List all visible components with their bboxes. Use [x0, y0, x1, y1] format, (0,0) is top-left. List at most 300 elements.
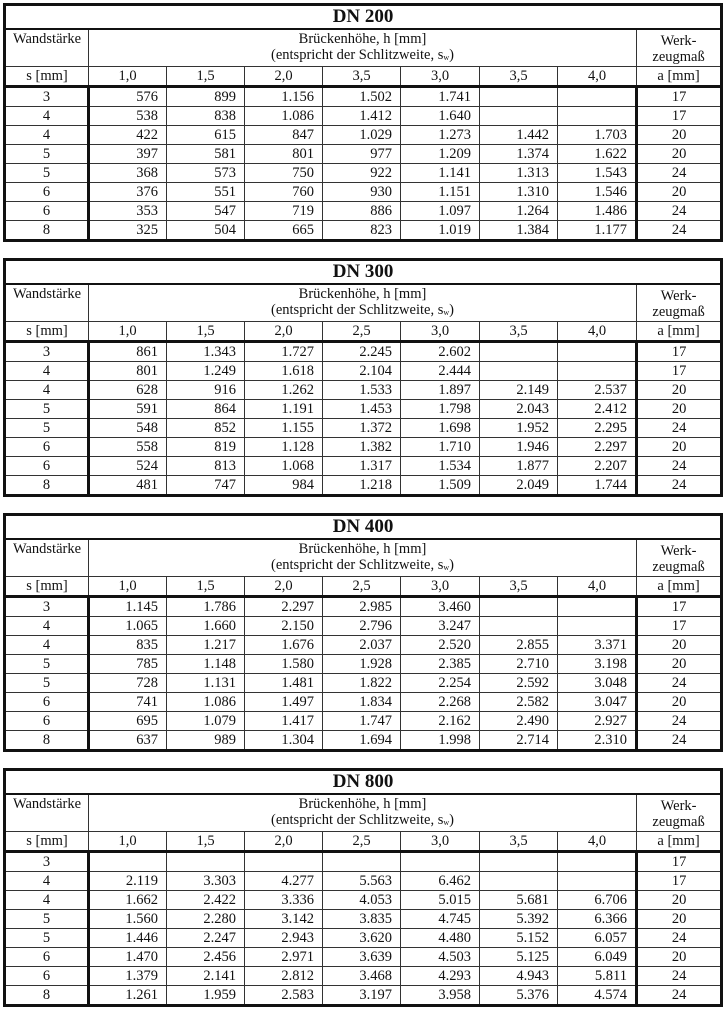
table-row: [5, 164, 722, 183]
bridge-height-cell: 1.946: [480, 438, 558, 457]
bridge-height-cell: 1.068: [245, 457, 323, 476]
bridge-height-cell: 1.744: [558, 476, 637, 496]
a-unit-header: a [mm]: [637, 322, 722, 342]
bridge-height-cell: 1.097: [401, 202, 480, 221]
wall-thickness-cell: 6: [5, 202, 89, 221]
bridge-height-cell: 1.249: [167, 362, 245, 381]
bridge-height-cell: 1.560: [89, 910, 167, 929]
tool-dimension-cell: 24: [637, 221, 722, 241]
tool-dimension-cell: 20: [637, 636, 722, 655]
bridge-height-cell: 1.079: [167, 712, 245, 731]
bridge-height-cell: 2.385: [401, 655, 480, 674]
bridge-height-cell: 847: [245, 126, 323, 145]
bridge-height-cell: 1.486: [558, 202, 637, 221]
tool-dimension-cell: 24: [637, 929, 722, 948]
table-row: [5, 929, 722, 948]
table-row: [5, 731, 722, 751]
bridge-height-cell: 1.502: [323, 87, 401, 107]
bridge-height-cell: 2.150: [245, 617, 323, 636]
slot-width-column-header: 4,0: [558, 322, 637, 342]
bridge-height-cell: 6.049: [558, 948, 637, 967]
bridge-height-cell: 1.698: [401, 419, 480, 438]
bridge-height-cell: [480, 852, 558, 872]
bridge-height-cell: 3.371: [558, 636, 637, 655]
bridge-height-cell: 4.277: [245, 872, 323, 891]
bridge-height-cell: 547: [167, 202, 245, 221]
bridge-height-cell: [558, 87, 637, 107]
bridge-height-cell: 2.537: [558, 381, 637, 400]
wall-thickness-cell: 8: [5, 221, 89, 241]
table-row: [5, 476, 722, 496]
bridge-height-cell: 5.015: [401, 891, 480, 910]
bridge-height-cell: 538: [89, 107, 167, 126]
bridge-height-cell: 2.162: [401, 712, 480, 731]
table-row: [5, 419, 722, 438]
slot-width-column-header: 1,5: [167, 322, 245, 342]
bridge-height-cell: 558: [89, 438, 167, 457]
bridge-height-cell: 3.460: [401, 597, 480, 617]
wall-thickness-cell: 4: [5, 381, 89, 400]
bridge-height-cell: 504: [167, 221, 245, 241]
wall-thickness-header: Wandstärke: [5, 284, 89, 322]
bridge-height-cell: 2.422: [167, 891, 245, 910]
table-row: [5, 617, 722, 636]
bridge-height-cell: 2.927: [558, 712, 637, 731]
tool-dimension-header: [637, 539, 722, 577]
bridge-height-cell: 628: [89, 381, 167, 400]
bridge-height-cell: 1.640: [401, 107, 480, 126]
dn-table: [3, 3, 723, 242]
bridge-height-cell: 1.676: [245, 636, 323, 655]
slot-width-column-header: 1,5: [167, 67, 245, 87]
bridge-height-cell: 1.453: [323, 400, 401, 419]
bridge-height-cell: 1.822: [323, 674, 401, 693]
table-row: [5, 986, 722, 1006]
tool-dimension-cell: 20: [637, 183, 722, 202]
table-row: [5, 438, 722, 457]
table-row: [5, 852, 722, 872]
wall-thickness-header: Wandstärke: [5, 29, 89, 67]
bridge-height-cell: 1.304: [245, 731, 323, 751]
wall-thickness-cell: 6: [5, 712, 89, 731]
bridge-height-cell: 376: [89, 183, 167, 202]
table-row: [5, 967, 722, 986]
bridge-height-cell: 835: [89, 636, 167, 655]
bridge-height-cell: 916: [167, 381, 245, 400]
bridge-height-cell: 1.086: [167, 693, 245, 712]
bridge-height-cell: [558, 342, 637, 362]
wall-thickness-cell: 5: [5, 929, 89, 948]
bridge-height-cell: 524: [89, 457, 167, 476]
slot-width-column-header: 3,5: [480, 322, 558, 342]
bridge-height-cell: 1.374: [480, 145, 558, 164]
bridge-height-cell: 5.125: [480, 948, 558, 967]
bridge-height-cell: 1.618: [245, 362, 323, 381]
bridge-height-cell: 1.217: [167, 636, 245, 655]
bridge-height-cell: 864: [167, 400, 245, 419]
slot-width-column-header: 3,5: [323, 67, 401, 87]
table-row: [5, 221, 722, 241]
bridge-height-cell: 5.376: [480, 986, 558, 1006]
tool-dimension-cell: 24: [637, 164, 722, 183]
bridge-height-cell: 4.574: [558, 986, 637, 1006]
bridge-height-cell: 1.534: [401, 457, 480, 476]
tool-label-line1: Werk-: [660, 542, 697, 559]
tool-dimension-cell: 17: [637, 87, 722, 107]
wall-thickness-cell: 3: [5, 597, 89, 617]
wall-thickness-cell: 5: [5, 145, 89, 164]
bridge-height-cell: 2.812: [245, 967, 323, 986]
bridge-height-cell: 1.660: [167, 617, 245, 636]
bridge-height-cell: 1.412: [323, 107, 401, 126]
tool-dimension-header: [637, 794, 722, 832]
bridge-height-cell: 2.985: [323, 597, 401, 617]
slot-width-close: ): [449, 47, 454, 63]
tool-dimension-cell: 24: [637, 476, 722, 496]
bridge-height-cell: [558, 107, 637, 126]
bridge-height-cell: 728: [89, 674, 167, 693]
bridge-height-cell: 1.209: [401, 145, 480, 164]
table-row: [5, 107, 722, 126]
bridge-height-cell: 2.245: [323, 342, 401, 362]
table-row: [5, 655, 722, 674]
wall-thickness-cell: 5: [5, 400, 89, 419]
bridge-height-cell: 6.706: [558, 891, 637, 910]
table-row: [5, 381, 722, 400]
slot-width-subscript: w: [443, 308, 450, 317]
tool-dimension-cell: 17: [637, 872, 722, 891]
bridge-height-cell: 886: [323, 202, 401, 221]
wall-thickness-cell: 5: [5, 655, 89, 674]
slot-width-column-header: 2,5: [323, 322, 401, 342]
bridge-height-label: Brückenhöhe, h [mm]: [298, 541, 427, 557]
bridge-height-cell: 1.741: [401, 87, 480, 107]
bridge-height-cell: 2.456: [167, 948, 245, 967]
bridge-height-cell: 1.191: [245, 400, 323, 419]
bridge-height-cell: 353: [89, 202, 167, 221]
bridge-height-cell: 2.280: [167, 910, 245, 929]
bridge-height-cell: 551: [167, 183, 245, 202]
table-row: [5, 202, 722, 221]
slot-width-column-header: 4,0: [558, 577, 637, 597]
bridge-height-cell: 1.959: [167, 986, 245, 1006]
bridge-height-cell: 368: [89, 164, 167, 183]
table-title: DN 300: [5, 260, 722, 285]
table-row: [5, 126, 722, 145]
bridge-height-cell: 1.151: [401, 183, 480, 202]
table-row: [5, 400, 722, 419]
tool-dimension-cell: 24: [637, 674, 722, 693]
tool-label-line2: zeugmaß: [652, 48, 705, 65]
bridge-height-cell: [558, 872, 637, 891]
bridge-height-cell: 1.029: [323, 126, 401, 145]
wall-thickness-cell: 5: [5, 419, 89, 438]
bridge-height-cell: 1.694: [323, 731, 401, 751]
bridge-height-cell: 2.297: [558, 438, 637, 457]
tool-dimension-cell: 24: [637, 202, 722, 221]
tool-label-line1: Werk-: [660, 287, 697, 304]
bridge-height-cell: 3.835: [323, 910, 401, 929]
bridge-height-header: [89, 29, 637, 67]
bridge-height-cell: 1.065: [89, 617, 167, 636]
a-unit-header: a [mm]: [637, 577, 722, 597]
tool-dimension-header: [637, 284, 722, 322]
wall-thickness-cell: 4: [5, 636, 89, 655]
wall-thickness-cell: 6: [5, 183, 89, 202]
bridge-height-cell: 4.943: [480, 967, 558, 986]
bridge-height-cell: 5.681: [480, 891, 558, 910]
slot-width-column-header: 1,0: [89, 577, 167, 597]
bridge-height-cell: 637: [89, 731, 167, 751]
bridge-height-cell: 1.264: [480, 202, 558, 221]
slot-width-column-header: 2,5: [323, 577, 401, 597]
bridge-height-cell: 1.727: [245, 342, 323, 362]
wall-thickness-cell: 3: [5, 87, 89, 107]
bridge-height-cell: 1.952: [480, 419, 558, 438]
bridge-height-cell: 2.583: [245, 986, 323, 1006]
bridge-height-cell: 930: [323, 183, 401, 202]
wall-thickness-cell: 4: [5, 872, 89, 891]
bridge-height-cell: 2.254: [401, 674, 480, 693]
bridge-height-cell: 2.855: [480, 636, 558, 655]
bridge-height-cell: 3.468: [323, 967, 401, 986]
bridge-height-cell: 801: [89, 362, 167, 381]
bridge-height-cell: [480, 362, 558, 381]
slot-width-column-header: 3,5: [480, 577, 558, 597]
bridge-height-cell: [245, 852, 323, 872]
slot-width-column-header: 2,5: [323, 832, 401, 852]
bridge-height-cell: 2.037: [323, 636, 401, 655]
table-row: [5, 87, 722, 107]
dn-table: [3, 513, 723, 752]
bridge-height-cell: 1.798: [401, 400, 480, 419]
bridge-height-cell: 1.786: [167, 597, 245, 617]
bridge-height-cell: 4.053: [323, 891, 401, 910]
bridge-height-cell: 1.131: [167, 674, 245, 693]
bridge-height-cell: 922: [323, 164, 401, 183]
slot-width-column-header: 1,0: [89, 67, 167, 87]
bridge-height-cell: 861: [89, 342, 167, 362]
tool-dimension-cell: 17: [637, 342, 722, 362]
tool-label-line2: zeugmaß: [652, 303, 705, 320]
tool-dimension-cell: 20: [637, 126, 722, 145]
tool-dimension-cell: 24: [637, 967, 722, 986]
bridge-height-cell: 573: [167, 164, 245, 183]
bridge-height-cell: 747: [167, 476, 245, 496]
tool-dimension-header: [637, 29, 722, 67]
slot-width-column-header: 1,5: [167, 577, 245, 597]
slot-width-subscript: w: [443, 818, 450, 827]
bridge-height-cell: 1.310: [480, 183, 558, 202]
tool-dimension-cell: 24: [637, 457, 722, 476]
bridge-height-cell: 3.198: [558, 655, 637, 674]
bridge-height-cell: 1.622: [558, 145, 637, 164]
slot-width-close: ): [449, 812, 454, 828]
bridge-height-cell: 3.620: [323, 929, 401, 948]
table-row: [5, 712, 722, 731]
slot-width-subscript: w: [443, 53, 450, 62]
wall-thickness-cell: 5: [5, 910, 89, 929]
tool-dimension-cell: 20: [637, 381, 722, 400]
bridge-height-cell: 1.710: [401, 438, 480, 457]
bridge-height-cell: 2.104: [323, 362, 401, 381]
wall-thickness-cell: 4: [5, 617, 89, 636]
bridge-height-cell: 2.582: [480, 693, 558, 712]
slot-width-column-header: 3,5: [480, 832, 558, 852]
bridge-height-cell: 801: [245, 145, 323, 164]
a-unit-header: a [mm]: [637, 832, 722, 852]
tool-dimension-cell: 24: [637, 712, 722, 731]
wall-thickness-cell: 8: [5, 731, 89, 751]
bridge-height-cell: 1.481: [245, 674, 323, 693]
tool-label-line2: zeugmaß: [652, 813, 705, 830]
table-row: [5, 891, 722, 910]
bridge-height-cell: 2.412: [558, 400, 637, 419]
bridge-height-cell: 750: [245, 164, 323, 183]
bridge-height-cell: 2.207: [558, 457, 637, 476]
tool-label-line1: Werk-: [660, 32, 697, 49]
wall-thickness-cell: 3: [5, 852, 89, 872]
bridge-height-cell: 481: [89, 476, 167, 496]
tool-dimension-cell: 20: [637, 948, 722, 967]
bridge-height-cell: [323, 852, 401, 872]
bridge-height-cell: 3.142: [245, 910, 323, 929]
tool-label-line2: zeugmaß: [652, 558, 705, 575]
bridge-height-cell: [558, 852, 637, 872]
bridge-height-cell: 1.155: [245, 419, 323, 438]
tool-label-line1: Werk-: [660, 797, 697, 814]
wall-thickness-cell: 3: [5, 342, 89, 362]
slot-width-column-header: 3,0: [401, 322, 480, 342]
bridge-height-cell: 6.366: [558, 910, 637, 929]
wall-thickness-cell: 6: [5, 693, 89, 712]
slot-width-column-header: 3,5: [480, 67, 558, 87]
bridge-height-cell: 3.197: [323, 986, 401, 1006]
bridge-height-cell: 1.379: [89, 967, 167, 986]
bridge-height-cell: 2.295: [558, 419, 637, 438]
table-row: [5, 342, 722, 362]
bridge-height-cell: 1.156: [245, 87, 323, 107]
bridge-height-cell: 977: [323, 145, 401, 164]
bridge-height-cell: 1.148: [167, 655, 245, 674]
bridge-height-cell: 989: [167, 731, 245, 751]
bridge-height-cell: 2.119: [89, 872, 167, 891]
tool-dimension-cell: 24: [637, 986, 722, 1006]
bridge-height-cell: 548: [89, 419, 167, 438]
bridge-height-cell: 2.714: [480, 731, 558, 751]
bridge-height-cell: 1.262: [245, 381, 323, 400]
bridge-height-cell: 1.662: [89, 891, 167, 910]
bridge-height-cell: 1.317: [323, 457, 401, 476]
bridge-height-header: [89, 284, 637, 322]
bridge-height-cell: [480, 107, 558, 126]
table-row: [5, 457, 722, 476]
table-title: DN 800: [5, 770, 722, 795]
bridge-height-cell: [558, 597, 637, 617]
table-title: DN 200: [5, 5, 722, 30]
bridge-height-cell: 3.958: [401, 986, 480, 1006]
bridge-height-cell: 984: [245, 476, 323, 496]
slot-width-label: (entspricht der Schlitzweite, s: [271, 812, 444, 828]
bridge-height-cell: 1.703: [558, 126, 637, 145]
bridge-height-cell: 5.811: [558, 967, 637, 986]
tool-dimension-cell: 17: [637, 362, 722, 381]
bridge-height-cell: 2.796: [323, 617, 401, 636]
wall-thickness-cell: 6: [5, 438, 89, 457]
bridge-height-cell: 5.152: [480, 929, 558, 948]
bridge-height-label: Brückenhöhe, h [mm]: [298, 796, 427, 812]
wall-thickness-header: Wandstärke: [5, 794, 89, 832]
bridge-height-cell: 2.444: [401, 362, 480, 381]
dn-table: [3, 258, 723, 497]
bridge-height-cell: 397: [89, 145, 167, 164]
bridge-height-cell: 2.247: [167, 929, 245, 948]
bridge-height-cell: 1.343: [167, 342, 245, 362]
bridge-height-cell: 6.462: [401, 872, 480, 891]
slot-width-label: (entspricht der Schlitzweite, s: [271, 47, 444, 63]
bridge-height-cell: 1.509: [401, 476, 480, 496]
bridge-height-cell: 1.446: [89, 929, 167, 948]
bridge-height-cell: [480, 87, 558, 107]
bridge-height-cell: 1.372: [323, 419, 401, 438]
table-row: [5, 693, 722, 712]
bridge-height-cell: 6.057: [558, 929, 637, 948]
bridge-height-cell: 785: [89, 655, 167, 674]
bridge-height-cell: 1.128: [245, 438, 323, 457]
bridge-height-cell: [401, 852, 480, 872]
wall-thickness-cell: 4: [5, 362, 89, 381]
bridge-height-cell: 1.384: [480, 221, 558, 241]
bridge-height-header: [89, 794, 637, 832]
slot-width-column-header: 3,0: [401, 67, 480, 87]
s-unit-header: s [mm]: [5, 67, 89, 87]
bridge-height-cell: 576: [89, 87, 167, 107]
bridge-height-cell: 1.877: [480, 457, 558, 476]
tool-dimension-cell: 20: [637, 910, 722, 929]
bridge-height-cell: 1.417: [245, 712, 323, 731]
tool-dimension-cell: 17: [637, 597, 722, 617]
wall-thickness-cell: 6: [5, 967, 89, 986]
table-row: [5, 145, 722, 164]
slot-width-column-header: 4,0: [558, 832, 637, 852]
bridge-height-cell: 3.639: [323, 948, 401, 967]
bridge-height-cell: 2.141: [167, 967, 245, 986]
table-title: DN 400: [5, 515, 722, 540]
wall-thickness-cell: 4: [5, 107, 89, 126]
wall-thickness-cell: 8: [5, 986, 89, 1006]
bridge-height-cell: 3.336: [245, 891, 323, 910]
bridge-height-cell: 1.177: [558, 221, 637, 241]
tool-dimension-cell: 24: [637, 419, 722, 438]
tool-dimension-cell: 17: [637, 617, 722, 636]
bridge-height-cell: 760: [245, 183, 323, 202]
slot-width-close: ): [449, 557, 454, 573]
bridge-height-cell: 2.592: [480, 674, 558, 693]
bridge-height-cell: 1.261: [89, 986, 167, 1006]
bridge-height-cell: 1.543: [558, 164, 637, 183]
bridge-height-cell: 1.273: [401, 126, 480, 145]
bridge-height-cell: 1.218: [323, 476, 401, 496]
bridge-height-cell: [89, 852, 167, 872]
tool-dimension-cell: 20: [637, 693, 722, 712]
slot-width-column-header: 3,0: [401, 832, 480, 852]
tool-dimension-cell: 20: [637, 145, 722, 164]
bridge-height-cell: 422: [89, 126, 167, 145]
bridge-height-cell: 325: [89, 221, 167, 241]
bridge-height-cell: 3.303: [167, 872, 245, 891]
bridge-height-cell: 852: [167, 419, 245, 438]
bridge-height-cell: 581: [167, 145, 245, 164]
